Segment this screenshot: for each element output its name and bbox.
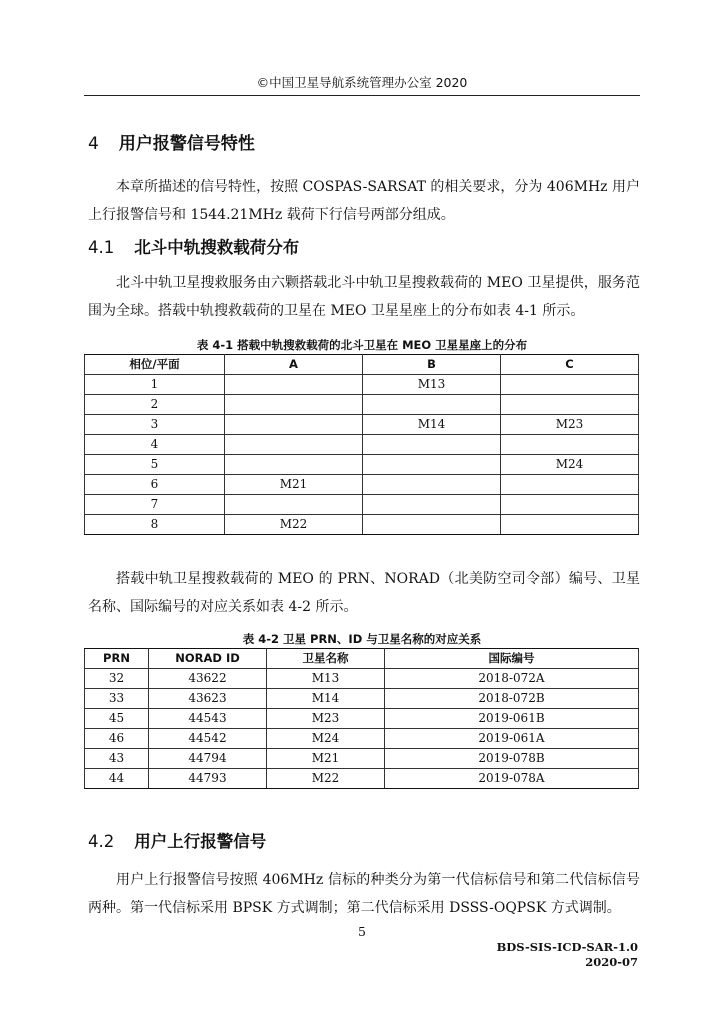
- table-cell: [363, 475, 501, 495]
- section-number: 4: [88, 134, 99, 154]
- table-cell: [363, 395, 501, 415]
- table-cell: 32: [85, 669, 149, 689]
- table-cell: [501, 395, 639, 415]
- table-cell: [501, 475, 639, 495]
- table-cell: 2019-078A: [385, 769, 639, 789]
- table-cell: [363, 435, 501, 455]
- column-header: 相位/平面: [85, 355, 225, 375]
- table-cell: 7: [85, 495, 225, 515]
- table-cell: [501, 435, 639, 455]
- column-header: B: [363, 355, 501, 375]
- table-row: [85, 689, 639, 709]
- table-cell: 6: [85, 475, 225, 495]
- section-4-1-paragraph-1: 北斗中轨卫星搜救服务由六颗搭载北斗中轨卫星搜救载荷的 MEO 卫星提供，服务范围为全球。搭载中轨搜救载荷的卫星在 MEO 卫星星座上的分布如表 4-1 所示。: [88, 275, 640, 319]
- section-number: 4.1: [88, 238, 115, 257]
- section-title: 用户上行报警信号: [134, 832, 267, 851]
- table-4-2-caption: 表 4-2 卫星 PRN、ID 与卫星名称的对应关系: [242, 632, 482, 646]
- table-cell: 46: [85, 729, 149, 749]
- table-cell: 4: [85, 435, 225, 455]
- table-row: [85, 415, 639, 435]
- column-header: PRN: [85, 649, 149, 669]
- table-row: [85, 455, 639, 475]
- table-cell: [363, 495, 501, 515]
- table-cell: 2: [85, 395, 225, 415]
- table-row: [85, 475, 639, 495]
- section-4-1-paragraph-2: 搭载中轨卫星搜救载荷的 MEO 的 PRN、NORAD（北美防空司令部）编号、卫星名称、国际编号的对应关系如表 4-2 所示。: [88, 571, 640, 615]
- table-cell: M21: [267, 749, 385, 769]
- table-cell: M14: [267, 689, 385, 709]
- table-cell: M22: [225, 515, 363, 535]
- table-cell: 44543: [149, 709, 267, 729]
- table-4-1-caption: 表 4-1 搭载中轨搜救载荷的北斗卫星在 MEO 卫星星座上的分布: [196, 338, 528, 352]
- column-header: C: [501, 355, 639, 375]
- table-row: [85, 729, 639, 749]
- table-cell: 2018-072B: [385, 689, 639, 709]
- table-cell: 43622: [149, 669, 267, 689]
- section-number: 4.2: [88, 832, 115, 851]
- table-cell: [225, 495, 363, 515]
- table-cell: M21: [225, 475, 363, 495]
- table-cell: 33: [85, 689, 149, 709]
- table-cell: 44794: [149, 749, 267, 769]
- table-cell: M24: [267, 729, 385, 749]
- table-cell: [225, 375, 363, 395]
- table-cell: [225, 435, 363, 455]
- table-cell: M23: [501, 415, 639, 435]
- table-cell: [363, 455, 501, 475]
- table-cell: 2018-072A: [385, 669, 639, 689]
- table-cell: 45: [85, 709, 149, 729]
- table-cell: [225, 395, 363, 415]
- table-row: [85, 435, 639, 455]
- table-cell: 43: [85, 749, 149, 769]
- table-row: [85, 395, 639, 415]
- table-cell: 3: [85, 415, 225, 435]
- table-4-2: [84, 648, 639, 789]
- section-4-heading: [88, 132, 255, 156]
- table-cell: [363, 515, 501, 535]
- table-row: [85, 375, 639, 395]
- section-title: 北斗中轨搜救载荷分布: [134, 238, 300, 257]
- column-header: 卫星名称: [267, 649, 385, 669]
- table-cell: 2019-061B: [385, 709, 639, 729]
- column-header: A: [225, 355, 363, 375]
- table-cell: 44793: [149, 769, 267, 789]
- table-header-row: [85, 649, 639, 669]
- page-header: ©中国卫星导航系统管理办公室 2020: [256, 75, 468, 90]
- table-row: [85, 709, 639, 729]
- table-header-row: [85, 355, 639, 375]
- section-4-2-paragraph: 用户上行报警信号按照 406MHz 信标的种类分为第一代信标信号和第二代信标信号两种。第一代信标采用 BPSK 方式调制；第二代信标采用 DSSS-OQPSK 方式调制。: [88, 872, 640, 916]
- document-date: 2020-07: [585, 955, 638, 969]
- table-cell: [501, 375, 639, 395]
- table-cell: M13: [267, 669, 385, 689]
- section-title: 用户报警信号特性: [118, 134, 255, 154]
- table-cell: 44542: [149, 729, 267, 749]
- table-cell: 2019-078B: [385, 749, 639, 769]
- table-row: [85, 515, 639, 535]
- table-cell: M23: [267, 709, 385, 729]
- table-4-1: [84, 354, 639, 535]
- table-cell: [501, 515, 639, 535]
- table-cell: 2019-061A: [385, 729, 639, 749]
- table-cell: M24: [501, 455, 639, 475]
- table-cell: 44: [85, 769, 149, 789]
- table-cell: [501, 495, 639, 515]
- table-cell: M22: [267, 769, 385, 789]
- document-id: BDS-SIS-ICD-SAR-1.0: [496, 940, 638, 954]
- table-cell: [225, 415, 363, 435]
- table-cell: M13: [363, 375, 501, 395]
- section-4-1-heading: [88, 236, 299, 260]
- header-rule: [84, 95, 640, 96]
- table-row: [85, 769, 639, 789]
- table-cell: 5: [85, 455, 225, 475]
- table-row: [85, 749, 639, 769]
- table-cell: 43623: [149, 689, 267, 709]
- column-header: NORAD ID: [149, 649, 267, 669]
- page-number: 5: [358, 924, 366, 939]
- section-4-2-heading: [88, 830, 266, 854]
- section-4-paragraph: 本章所描述的信号特性，按照 COSPAS-SARSAT 的相关要求，分为 406MHz 用户上行报警信号和 1544.21MHz 载荷下行信号两部分组成。: [88, 179, 640, 223]
- table-cell: [225, 455, 363, 475]
- table-row: [85, 669, 639, 689]
- table-row: [85, 495, 639, 515]
- table-cell: 8: [85, 515, 225, 535]
- table-cell: M14: [363, 415, 501, 435]
- column-header: 国际编号: [385, 649, 639, 669]
- table-cell: 1: [85, 375, 225, 395]
